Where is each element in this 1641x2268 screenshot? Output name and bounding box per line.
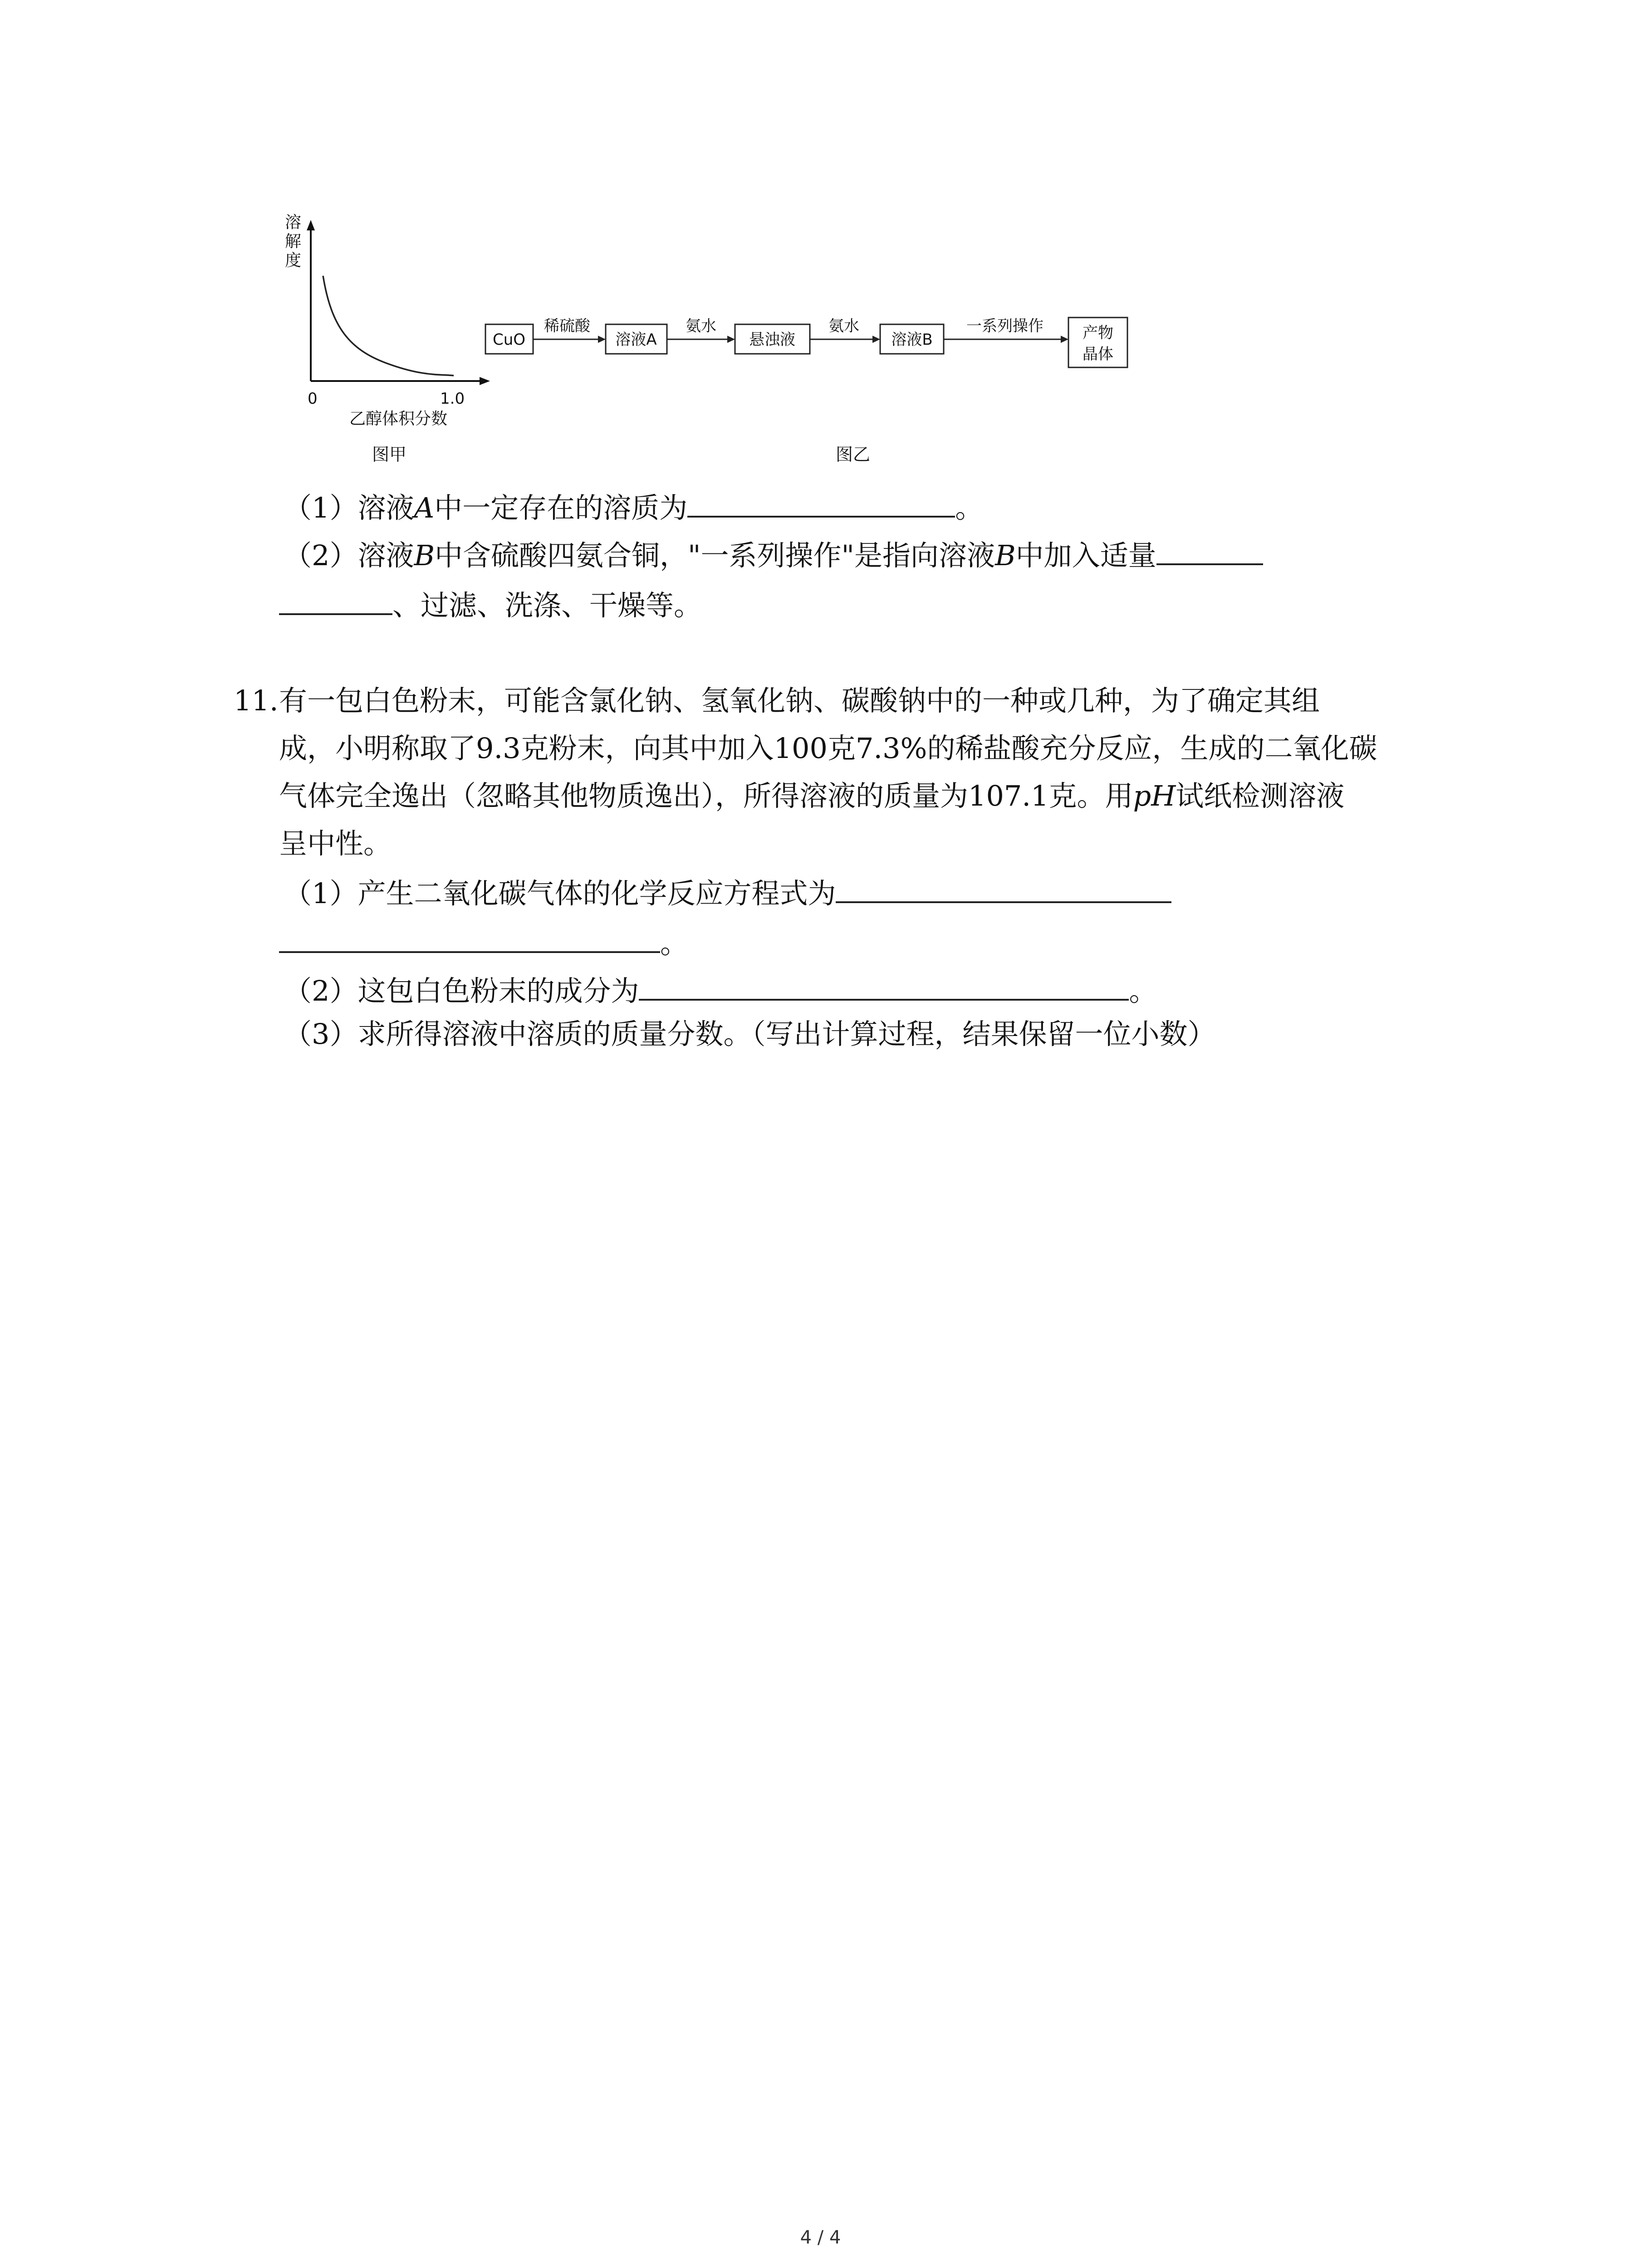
box-suspension-label: 悬浊液 <box>749 331 795 349</box>
arrow-3 <box>872 336 880 343</box>
box-product-label-1: 产物 <box>1083 324 1113 342</box>
q11-part2-text: （2）这包白色粉末的成分为 <box>284 974 639 1007</box>
x-origin-label: 0 <box>308 390 318 408</box>
q10-part1-var: A <box>414 491 435 524</box>
q11-stem-line3-a: 气体完全逸出（忽略其他物质逸出），所得溶液的质量为107.1克。用 <box>279 779 1133 812</box>
solubility-curve <box>323 276 454 376</box>
arrow-4 <box>1061 336 1068 343</box>
arrow-1 <box>598 336 606 343</box>
x-axis-arrowhead <box>480 377 490 385</box>
q11-stem-line2: 成，小明称取了9.3克粉末，向其中加入100克7.3%的稀盐酸充分反应，生成的二氧化碳 <box>279 732 1377 765</box>
figure-yi-caption: 图乙 <box>835 445 871 464</box>
q11-part1-end: 。 <box>660 927 689 960</box>
arrow-4-label: 一系列操作 <box>966 317 1043 335</box>
page-number: 4 / 4 <box>800 2227 841 2248</box>
q11-part2-end: 。 <box>1129 974 1157 1007</box>
figure-jia-caption: 图甲 <box>372 445 407 464</box>
figure-panel <box>268 200 1198 481</box>
q10-part2-line2 <box>279 585 702 624</box>
y-axis-arrowhead <box>307 220 315 230</box>
q11-part1-line2 <box>279 923 688 962</box>
q11-part1-answer-blank-a[interactable] <box>836 873 1171 903</box>
q11-stem-line4: 呈中性。 <box>279 827 392 860</box>
q11-number: 11. <box>234 684 279 717</box>
arrow-2-label: 氨水 <box>686 317 716 335</box>
x-end-label: 1.0 <box>440 390 465 408</box>
q11-part1-text: （1）产生二氧化碳气体的化学反应方程式为 <box>284 877 836 910</box>
q10-part1-end: 。 <box>955 491 984 524</box>
box-cuo-label: CuO <box>492 331 526 349</box>
arrow-3-label: 氨水 <box>828 317 859 335</box>
q10-part2-rest: 中加入适量 <box>1015 539 1156 572</box>
q11-part1 <box>284 873 1171 912</box>
q10-part1-answer-blank[interactable] <box>687 488 955 518</box>
process-flow <box>485 317 1127 464</box>
y-axis-label-char-3: 度 <box>285 251 302 270</box>
q11-part2-answer-blank[interactable] <box>639 971 1129 1001</box>
q10-part2-answer-blank-b[interactable] <box>279 585 392 615</box>
arrow-2 <box>727 336 735 343</box>
x-axis-label: 乙醇体积分数 <box>349 410 448 428</box>
q11-part2 <box>284 971 1157 1009</box>
box-product-label-2: 晶体 <box>1083 345 1113 363</box>
q10-part2 <box>284 535 1263 574</box>
box-solution-b-label: 溶液B <box>891 331 933 349</box>
q10-part1-text: 中一定存在的溶质为 <box>434 491 688 524</box>
q10-part2-answer-blank-a[interactable] <box>1156 535 1263 565</box>
arrow-1-label: 稀硫酸 <box>544 317 590 335</box>
q11-stem-line1: 有一包白色粉末，可能含氯化钠、氢氧化钠、碳酸钠中的一种或几种，为了确定其组 <box>279 684 1320 717</box>
solubility-chart <box>285 213 490 464</box>
q11-stem-line3 <box>279 778 1344 814</box>
q10-part2-prefix: （2）溶液 <box>284 539 414 572</box>
q11-part3: （3）求所得溶液中溶质的质量分数。（写出计算过程，结果保留一位小数） <box>284 1017 1216 1051</box>
box-solution-a-label: 溶液A <box>615 331 657 349</box>
q10-part2-line2-text: 、过滤、洗涤、干燥等。 <box>392 589 702 622</box>
q11-stem-line3-b: 试纸检测溶液 <box>1176 779 1345 812</box>
q11-part1-answer-blank-b[interactable] <box>279 923 660 953</box>
q11-ph-var: pH <box>1133 779 1176 812</box>
y-axis-label-char-1: 溶 <box>285 213 302 232</box>
q10-part2-var2: B <box>995 539 1016 572</box>
q10-part2-text: 中含硫酸四氨合铜，"一系列操作"是指向溶液 <box>435 539 995 572</box>
q10-part1 <box>284 488 983 526</box>
q10-part1-prefix: （1）溶液 <box>284 491 414 524</box>
y-axis-label-char-2: 解 <box>285 232 302 251</box>
q10-part2-var: B <box>414 539 435 572</box>
